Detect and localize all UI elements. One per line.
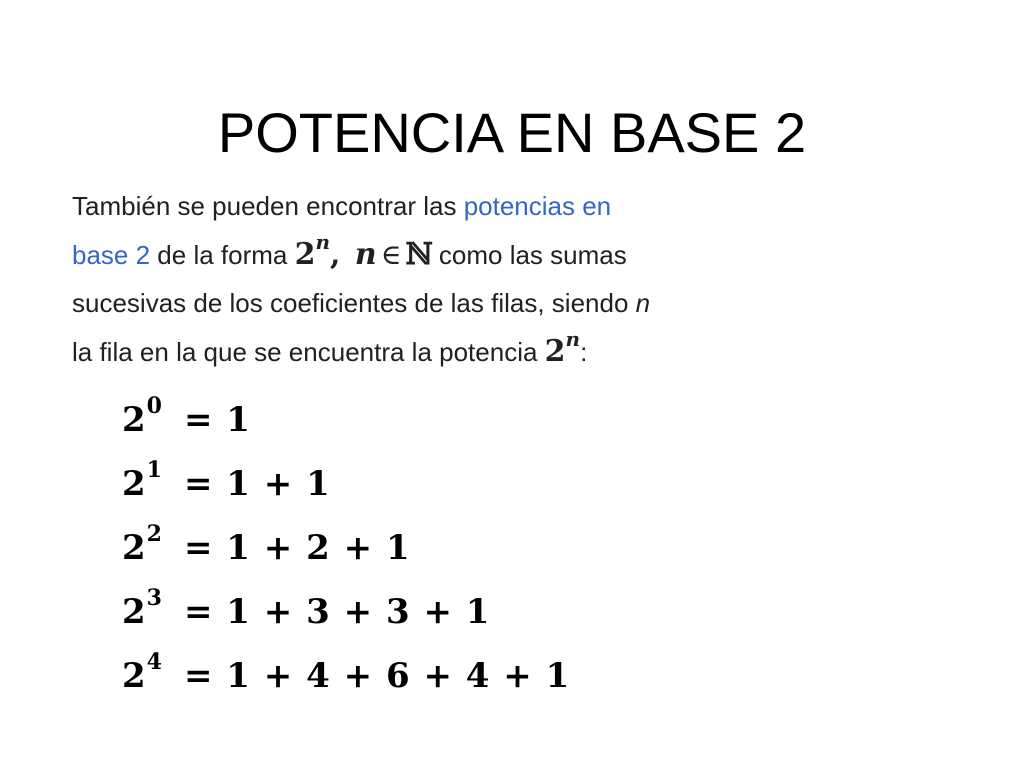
equation-exponent: 4 xyxy=(146,649,162,675)
paragraph-text: de la forma xyxy=(150,239,295,270)
equation-rhs: = 1 + 1 xyxy=(183,464,331,504)
equation-exponent: 1 xyxy=(146,457,162,483)
paragraph-line-2 xyxy=(72,231,772,280)
paragraph-text: También se pueden encontrar las xyxy=(72,191,464,221)
math-power-2n xyxy=(544,326,581,369)
potencias-link[interactable]: potencias en xyxy=(463,191,612,221)
paragraph-colon: : xyxy=(580,336,588,367)
equation-exponent: 0 xyxy=(146,393,162,419)
equation-rhs: = 1 + 4 + 6 + 4 + 1 xyxy=(183,656,571,696)
math-exponent: n xyxy=(565,326,581,351)
equation-row xyxy=(122,644,570,708)
equation-row xyxy=(122,388,570,452)
math-variable-n: n xyxy=(354,236,377,272)
page-title: POTENCIA EN BASE 2 xyxy=(217,100,807,164)
equation-rhs: = 1 + 3 + 3 + 1 xyxy=(183,592,491,632)
math-natural-numbers: ℕ xyxy=(405,236,433,272)
math-power-2n xyxy=(294,229,331,272)
equation-base: 2 xyxy=(122,464,146,504)
paragraph-line-4 xyxy=(72,328,772,377)
equation-row xyxy=(122,516,570,580)
paragraph-line-3 xyxy=(72,279,772,328)
paragraph-text: la fila en la que se encuentra la potencia xyxy=(72,336,545,367)
equation-base: 2 xyxy=(122,400,146,440)
paragraph-line-1 xyxy=(72,182,772,231)
math-base: 2 xyxy=(294,236,316,272)
equation-base: 2 xyxy=(122,592,146,632)
equation-base: 2 xyxy=(122,656,146,696)
equation-base: 2 xyxy=(122,528,146,568)
paragraph-text: como las sumas xyxy=(438,239,627,270)
equation-row xyxy=(122,580,570,644)
math-element-of: ∈ xyxy=(380,237,402,271)
italic-variable-n: n xyxy=(635,288,651,318)
equation-exponent: 2 xyxy=(146,521,162,547)
equation-rhs: = 1 xyxy=(183,400,251,440)
math-exponent: n xyxy=(315,229,331,254)
equations-list xyxy=(122,388,570,708)
intro-paragraph xyxy=(72,182,772,376)
base-2-link[interactable]: base 2 xyxy=(72,239,151,270)
equation-exponent: 3 xyxy=(146,585,162,611)
equation-row xyxy=(122,452,570,516)
paragraph-text: sucesivas de los coeficientes de las filas, siendo xyxy=(72,288,636,318)
equation-rhs: = 1 + 2 + 1 xyxy=(183,528,411,568)
math-comma: , xyxy=(330,236,341,272)
math-base: 2 xyxy=(544,333,566,369)
